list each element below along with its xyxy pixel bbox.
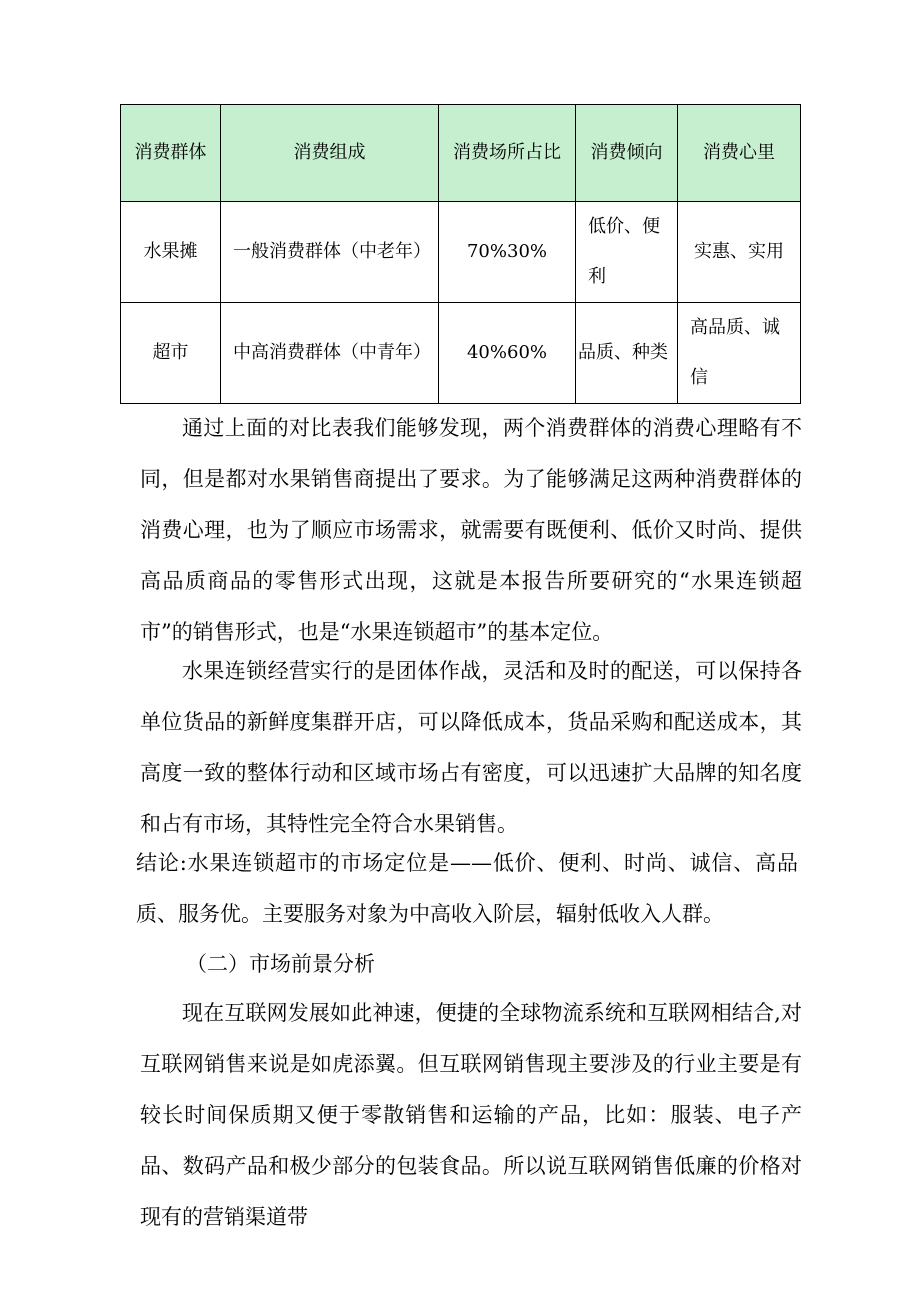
consumer-comparison-table	[120, 104, 801, 404]
cell-ratio: 40%60%	[439, 303, 576, 404]
header-consumer-tendency: 消费倾向	[576, 105, 678, 202]
table-row	[121, 303, 801, 404]
cell-group: 超市	[121, 303, 221, 404]
section-heading: （二）市场前景分析	[186, 952, 375, 976]
cell-psychology: 高品质、诚信	[678, 303, 801, 404]
table-header-row	[121, 105, 801, 202]
paragraph-comparison-finding: 通过上面的对比表我们能够发现，两个消费群体的消费心理略有不同，但是都对水果销售商提出了要求。为了能够满足这两种消费群体的消费心理，也为了顺应市场需求，就需要有既便利、低价又时尚、提供高品质商品的零售形式出现，这就是本报告所要研究的“水果连锁超市”的销售形式，也是“水果连锁超市”的基本定位。	[140, 416, 802, 644]
paragraph-chain-operation: 水果连锁经营实行的是团体作战，灵活和及时的配送，可以保持各单位货品的新鲜度集群开店，可以降低成本，货品采购和配送成本，其高度一致的整体行动和区域市场占有密度，可以迅速扩大品牌的知名度和占有市场，其特性完全符合水果销售。	[140, 659, 802, 836]
cell-composition: 中高消费群体（中青年）	[221, 303, 439, 404]
table-row	[121, 202, 801, 303]
cell-ratio: 70%30%	[439, 202, 576, 303]
paragraph-conclusion: 结论:水果连锁超市的市场定位是——低价、便利、时尚、诚信、高品质、服务优。主要服务对象为中高收入阶层，辐射低收入人群。	[136, 851, 798, 926]
header-venue-ratio: 消费场所占比	[439, 105, 576, 202]
cell-composition: 一般消费群体（中老年）	[221, 202, 439, 303]
cell-group: 水果摊	[121, 202, 221, 303]
header-consumer-composition: 消费组成	[221, 105, 439, 202]
cell-tendency: 低价、便利	[576, 202, 678, 303]
header-consumer-psychology: 消费心里	[678, 105, 801, 202]
cell-tendency: 品质、种类	[576, 303, 678, 404]
cell-psychology: 实惠、实用	[678, 202, 801, 303]
paragraph-market-outlook: 现在互联网发展如此神速，便捷的全球物流系统和互联网相结合,对互联网销售来说是如虎添翼。但互联网销售现主要涉及的行业主要是有较长时间保质期又便于零散销售和运输的产品，比如：服装、电子产品、数码产品和极少部分的包装食品。所以说互联网销售低廉的价格对现有的营销渠道带	[140, 1001, 802, 1229]
header-consumer-group: 消费群体	[121, 105, 221, 202]
